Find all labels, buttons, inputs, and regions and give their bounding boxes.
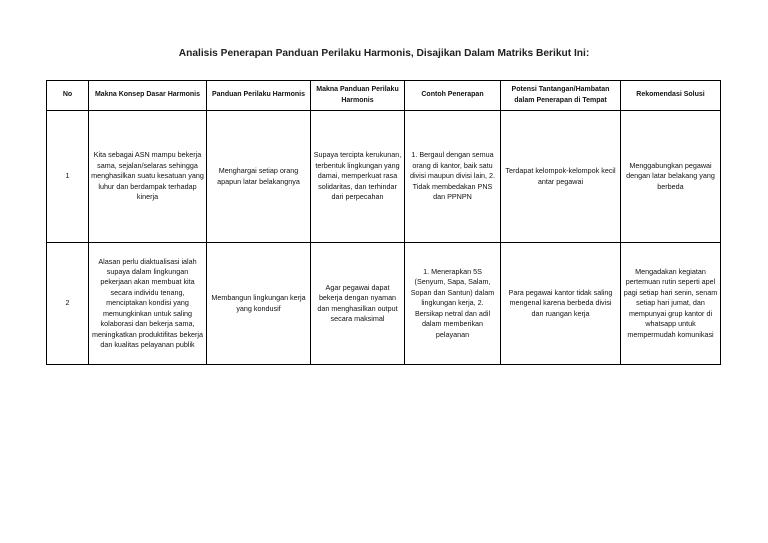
cell-rekomendasi: Menggabungkan pegawai dengan latar belakang yang berbeda [621,111,721,243]
header-no: No [47,81,89,111]
cell-makna-panduan: Agar pegawai dapat bekerja dengan nyaman dan menghasilkan output secara maksimal [311,243,405,365]
header-panduan: Panduan Perilaku Harmonis [207,81,311,111]
cell-panduan: Membangun lingkungan kerja yang kondusif [207,243,311,365]
header-rekomendasi: Rekomendasi Solusi [621,81,721,111]
table-header-row [47,81,721,111]
header-makna-panduan: Makna Panduan Perilaku Harmonis [311,81,405,111]
cell-makna-konsep: Kita sebagai ASN mampu bekerja sama, sejalan/selaras sehingga menghasilkan suatu kesatuan yang luhur dan berdampak terhadap kinerja [89,111,207,243]
header-makna-konsep: Makna Konsep Dasar Harmonis [89,81,207,111]
table-row [47,243,721,365]
cell-potensi: Terdapat kelompok-kelompok kecil antar pegawai [501,111,621,243]
cell-contoh: 1. Bergaul dengan semua orang di kantor, baik satu divisi maupun divisi lain, 2. Tidak membedakan PNS dan PPNPN [405,111,501,243]
cell-makna-konsep: Alasan perlu diaktualisasi ialah supaya dalam lingkungan pekerjaan akan membuat kita secara individu tenang, menciptakan kondisi yang memungkinkan untuk saling kolaborasi dan bekerja sama, meningkatkan produktifitas bekerja dan kualitas pelayanan publik [89,243,207,365]
cell-potensi: Para pegawai kantor tidak saling mengenal karena berbeda divisi dan ruangan kerja [501,243,621,365]
cell-no: 2 [47,243,89,365]
page-title: Analisis Penerapan Panduan Perilaku Harmonis, Disajikan Dalam Matriks Berikut Ini: [178,48,590,59]
table-row [47,111,721,243]
cell-rekomendasi: Mengadakan kegiatan pertemuan rutin seperti apel pagi setiap hari senin, senam setiap hari jumat, dan mempunyai grup kantor di whatsapp untuk mempermudah komunikasi [621,243,721,365]
cell-panduan: Menghargai setiap orang apapun latar belakangnya [207,111,311,243]
header-contoh: Contoh Penerapan [405,81,501,111]
analysis-matrix-table [46,80,721,365]
cell-no: 1 [47,111,89,243]
cell-makna-panduan: Supaya tercipta kerukunan, terbentuk lingkungan yang damai, memperkuat rasa solidaritas, dan terhindar dari perpecahan [311,111,405,243]
cell-contoh: 1. Menerapkan 5S (Senyum, Sapa, Salam, Sopan dan Santun) dalam lingkungan kerja, 2. Bersikap netral dan adil dalam memberikan pelayanan [405,243,501,365]
header-potensi: Potensi Tantangan/Hambatan dalam Penerapan di Tempat [501,81,621,111]
